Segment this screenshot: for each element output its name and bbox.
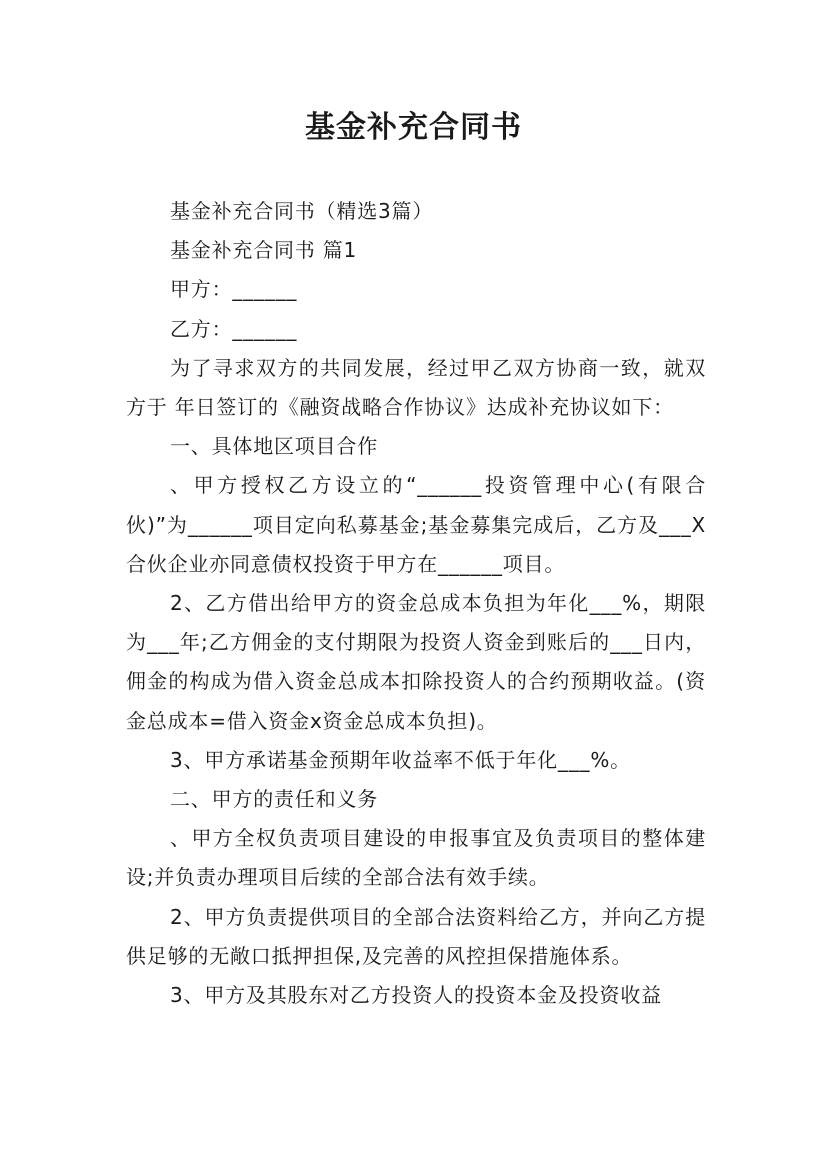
paragraph-party-b: 乙方：______ (170, 316, 298, 341)
paragraph-section-heading: 基金补充合同书 篇1 (170, 238, 358, 263)
paragraph-clause-2-2: 2、甲方负责提供项目的全部合法资料给乙方，并向乙方提供足够的无敞口抵押担保,及完善的风控担保措施体系。 (126, 904, 706, 968)
document-body (126, 192, 706, 1015)
paragraph-subtitle: 基金补充合同书（精选3篇） (170, 199, 434, 223)
paragraph-heading-2: 二、甲方的责任和义务 (170, 787, 378, 812)
paragraph-clause-2-3: 3、甲方及其股东对乙方投资人的投资本金及投资收益 (170, 983, 662, 1008)
paragraph-clause-1-3: 3、甲方承诺基金预期年收益率不低于年化___%。 (170, 747, 631, 772)
paragraph-clause-1-1: 、甲方授权乙方设立的“______投资管理中心(有限合伙)”为______项目定向私募基金;基金募集完成后，乙方及___X合伙企业亦同意债权投资于甲方在______项目。 (126, 473, 706, 576)
document-title: 基金补充合同书 (305, 110, 522, 145)
paragraph-clause-1-2: 2、乙方借出给甲方的资金总成本负担为年化___%，期限为___年;乙方佣金的支付期限为投资人资金到账后的___日内，佣金的构成为借入资金总成本扣除投资人的合约预期收益。(资金总成本=借入资金x资金总成本负担)。 (126, 591, 706, 733)
paragraph-clause-2-1: 、甲方全权负责项目建设的申报事宜及负责项目的整体建设;并负责办理项目后续的全部合法有效手续。 (126, 826, 706, 890)
paragraph-preamble: 为了寻求双方的共同发展，经过甲乙双方协商一致，就双方于 年日签订的《融资战略合作协议》达成补充协议如下： (126, 355, 706, 420)
paragraph-heading-1: 一、具体地区项目合作 (170, 434, 378, 459)
paragraph-party-a: 甲方：______ (170, 277, 298, 302)
